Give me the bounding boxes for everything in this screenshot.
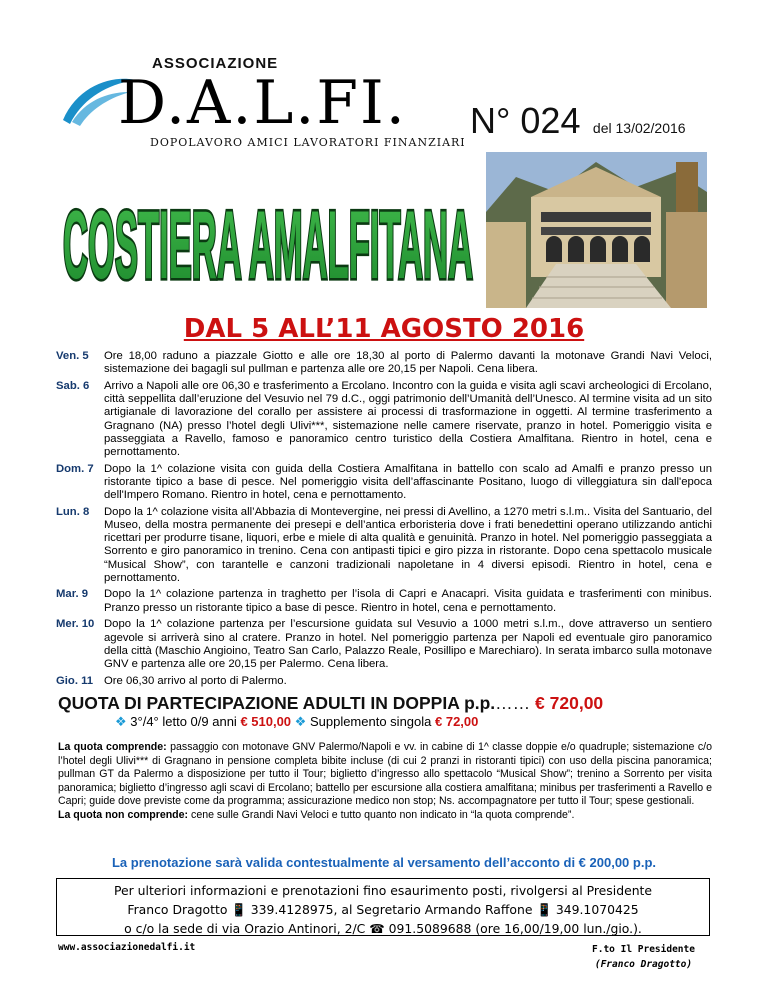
price-amount: € 720,00 (535, 693, 604, 713)
day-label: Lun. 8 (56, 505, 90, 518)
booking-note: La prenotazione sarà valida contestualmente al versamento dell’acconto di € 200,00 p.p. (111, 855, 657, 870)
child-label: 3°/4° letto 0/9 anni (130, 714, 237, 729)
includes-text: passaggio con motonave GNV Palermo/Napoli e vv. in cabine di 1^ classe doppie e/o quadruple; sistemazione c/o l’hotel degli Ulivi*** di Gragnano in pensione completa bibite incluse (di cui 2 pranzi in ristoranti tipici) con uso della piscina panoramica; pullman GT da Palermo a disposizione per tutto il Tour; biglietto d’ingresso allo spettacolo “Musical Show”; trenino a Sorrento per visita panoramica; biglietto d’ingresso agli scavi di Ercolano; battello per escursione alla costiera amalfitana; minibus per trasferimenti a Ravello e Capri; guide dove previste come da programma; assicurazione medico non stop; Ns. accompagnatore per tutto il Tour; spese gestionali. (58, 741, 713, 808)
logo-subtitle: DOPOLAVORO AMICI LAVORATORI FINANZIARI (150, 136, 466, 149)
day-description: Arrivo a Napoli alle ore 06,30 e trasferimento a Ercolano. Incontro con la guida e visita agli scavi archeologici di Ercolano, città seppellita dall’eruzione del Vesuvio nel 79 d.C., oggi patrimonio dell’Umanità dell’Unesco. Al termine visita ad un sito artigianale di lavorazione del corallo per assistere ai processi di trasformazione in oggetti. Al termine trasferimento a Gragnano (NA) presso l’hotel degli Ulivi***, sistemazione nelle camere riservate, pranzo in hotel. Pomeriggio visita e passeggiata a Ravello, famoso e panoramico centro turistico della Costiera Amalfitana. Rientro in hotel, cena e pernottamento. (104, 379, 712, 458)
contact-line-3 (57, 919, 709, 938)
single-price: € 72,00 (435, 714, 479, 729)
contact-line-1: Per ulteriori informazioni e prenotazioni fino esaurimento posti, rivolgersi al Presidente (113, 883, 653, 898)
price-options (115, 714, 478, 730)
day-description: Ore 06,30 arrivo al porto di Palermo. (104, 674, 287, 687)
signature-name: (Franco Dragotto) (594, 959, 693, 970)
mobile-phone-icon: 📱 (231, 902, 247, 917)
page-title: COSTIERA AMALFITANA (63, 192, 473, 300)
itinerary-day (56, 506, 712, 585)
itinerary-day (56, 350, 712, 376)
title-wordart (56, 150, 481, 305)
itinerary-day (56, 588, 712, 614)
issue-date: del 13/02/2016 (592, 120, 686, 136)
itinerary-day (56, 463, 712, 503)
logo-assoc-text: ASSOCIAZIONE (152, 55, 279, 72)
issue-number: N° 024 (470, 100, 581, 141)
office-phone: 091.5089688 (ore 16,00/19,00 lun./gio.). (388, 921, 642, 936)
date-headline: DAL 5 ALL’11 AGOSTO 2016 (183, 314, 585, 344)
telephone-icon: ☎ (369, 921, 385, 936)
president-name: Franco Dragotto (127, 902, 228, 917)
secretary-phone: 349.1070425 (555, 902, 639, 917)
child-price: € 510,00 (240, 714, 292, 729)
price-line (58, 693, 603, 714)
signature-title: F.to Il Presidente (592, 944, 695, 955)
itinerary-day (56, 618, 712, 671)
website-link[interactable]: www.associazionedalfi.it (58, 942, 196, 953)
includes-label: La quota comprende: (58, 741, 167, 753)
contact-line-2 (57, 900, 709, 919)
day-description: Dopo la 1^ colazione visita all’Abbazia di Montevergine, nei pressi di Avellino, a 1270 metri s.l.m.. Visita del Santuario, del Museo, della mostra permanente dei presepi e dell’antica erboristeria dove i frati benedettini operano utilizzando antichi ricettari per produrre tisane, liquori, erbe e miele di alta qualità e genuinità. Pranzo in hotel. Nel pomeriggio passeggiata a Sorrento e giro panoramico in trenino. Cena con antipasti tipici e giro pizza in ristorante. Dopo cena spettacolo musicale “Musical Show”, con tarantelle e canzoni tradizionali napoletane in 4 diversi episodi. Rientro in hotel, cena e pernottamento. (104, 505, 712, 584)
signature (592, 942, 695, 972)
includes-section (58, 741, 712, 823)
day-label: Gio. 11 (56, 674, 94, 687)
contact-box (56, 878, 710, 936)
amalfi-cathedral-photo (486, 152, 707, 308)
price-label: QUOTA DI PARTECIPAZIONE ADULTI IN DOPPIA p.p. (58, 693, 496, 713)
day-label: Ven. 5 (56, 350, 89, 362)
day-description: Dopo la 1^ colazione partenza per l’escursione guidata sul Vesuvio a 1000 metri s.l.m., dove attraverso un sentiero agevole si arriverà sino al cratere. Pranzo in hotel. Nel pomeriggio partenza per Napoli ed eventuale giro panoramico della città (Maschio Angioino, Teatro San Carlo, Palazzo Reale, Posillipo e Marechiaro). In serata imbarco sulla motonave GNV e partenza alle ore 20,15 per Palermo. Cena libera. (104, 618, 712, 670)
day-label: Sab. 6 (56, 379, 90, 392)
mobile-phone-icon: 📱 (536, 902, 552, 917)
issue-info (470, 100, 686, 142)
itinerary-day (56, 675, 712, 688)
logo-main-text: D.A.L.FI. (118, 68, 407, 138)
diamond-bullet-icon: ❖ (294, 714, 307, 729)
day-label: Dom. 7 (56, 462, 94, 475)
price-dots: …… (495, 693, 531, 713)
office-address: o c/o la sede di via Orazio Antinori, 2/C (124, 921, 366, 936)
president-phone: 339.4128975, al Segretario Armando Raffone (250, 902, 533, 917)
single-label: Supplemento singola (309, 714, 432, 729)
day-description: Dopo la 1^ colazione partenza in traghetto per l’isola di Capri e Anacapri. Visita guidata e trasferimenti con minibus. Pranzo presso un ristorante tipico a base di pesce. Rientro in hotel, cena e pernottamento. (104, 588, 712, 614)
day-label: Mar. 9 (56, 588, 89, 601)
excludes-text: cene sulle Grandi Navi Veloci e tutto quanto non indicato in “la quota comprende”. (188, 808, 575, 821)
diamond-bullet-icon: ❖ (115, 714, 127, 729)
itinerary-day (56, 380, 712, 459)
day-label: Mer. 10 (56, 618, 95, 631)
itinerary (56, 350, 712, 691)
day-description: Dopo la 1^ colazione visita con guida della Costiera Amalfitana in battello con scalo ad Amalfi e pranzo presso un ristorante tipico a base di pesce. Nel pomeriggio visita dell’affascinante Positano, luogo di villeggiatura sin dall'epoca dell'Impero Romano. Rientro in hotel, cena e pernottamento. (104, 462, 712, 502)
excludes-label: La quota non comprende: (58, 808, 189, 821)
day-description: Ore 18,00 raduno a piazzale Giotto e alle ore 18,30 al porto di Palermo davanti la motonave Grandi Navi Veloci, sistemazione dei bagagli sul pullman e partenza alle ore 20,15 per Napoli. Cena libera. (104, 350, 712, 376)
